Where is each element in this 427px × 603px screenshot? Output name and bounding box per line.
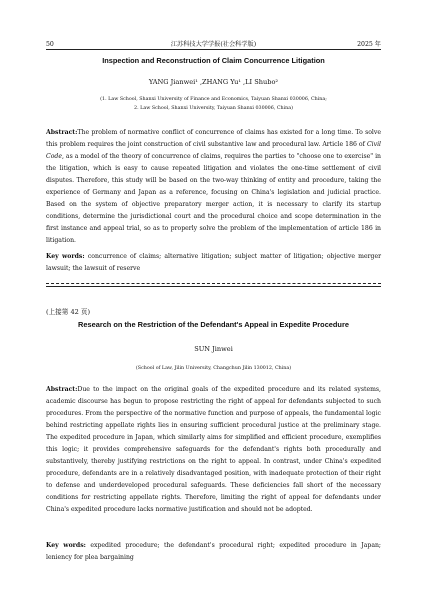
abstract-text-2: , as a model of the theory of concurrence of claims, requires the parties to "choose one to exercise" in the litigation, which is easy to cause repeated litigation and violates the one-time settlement of civil disputes. Therefore, this study will be based on the two-way thinking of entity and procedure, taking the experience of Germany and Japan as a reference, focusing on China's legislation and judicial practice. Based on the system of objective preparatory merger action, it is necessary to clarify its startup conditions, determine the jurisdictional court and the procedural choice and scope determination in the first instance and appeal trial, so as to properly solve the problem of the implementation of article 186 in litigation. bbox=[46, 153, 381, 244]
abstract-label: Abstract: bbox=[46, 386, 78, 393]
article2-title: Research on the Restriction of the Defendant's Appeal in Expedite Procedure bbox=[78, 320, 349, 329]
article2-authors: SUN Jinwei bbox=[194, 345, 233, 353]
article1-keywords bbox=[46, 251, 381, 275]
article2-abstract bbox=[46, 384, 381, 516]
abstract-text: Due to the impact on the original goals of the expedited procedure and its related systems, academic discourse has begun to propose restricting the right of appeal for defendants subjected to such procedures. From the perspective of the normative function and purpose of appeals, the fundamental logic behind restricting appellate rights lies in ensuring sufficient procedural justice at the preliminary stage. The expedited procedure in Japan, which similarly aims for simplified and efficient procedure, exemplifies this logic; it provides comprehensive safeguards for the defendant's rights both procedurally and substantively, thereby justifying restrictions on the right to appeal. In contrast, under China's expedited procedure, defendants are in a relatively disadvantaged position, with inadequate protection of their right to defense and underdeveloped procedural safeguards. These deficiencies fall short of the necessary conditions for restricting appellate rights. Therefore, limiting the right of appeal for defendants under China's expedited procedure lacks normative justification and should not be adopted. bbox=[46, 386, 381, 513]
issue-year: 2025 年 bbox=[357, 41, 381, 48]
keywords-label: Key words: bbox=[46, 253, 85, 260]
article2-affiliation: (School of Law, Jilin University, Changchun Jilin 130012, China) bbox=[135, 366, 292, 371]
keywords-label: Key words: bbox=[46, 542, 86, 549]
continuation-note: (上接第 42 页) bbox=[46, 308, 91, 316]
article-divider-line bbox=[46, 286, 381, 287]
article1-authors: YANG Jianwei¹ ,ZHANG Yu¹ ,LI Shubo² bbox=[148, 78, 279, 86]
article1-affiliation-1: (1. Law School, Shanxi University of Finance and Economics, Taiyuan Shanxi 030006, China; bbox=[100, 97, 327, 102]
article-divider-dashed bbox=[46, 283, 381, 284]
keywords-text: expedited procedure; the defendant's procedural right; expedited procedure in Japan; leniency for plea bargaining bbox=[46, 542, 381, 561]
article1-affiliations bbox=[60, 96, 367, 113]
article2-keywords bbox=[46, 540, 381, 564]
article1-affiliation-2: 2. Law School, Shanxi University, Taiyuan Shanxi 030006, China) bbox=[134, 105, 293, 111]
article1-title: Inspection and Reconstruction of Claim Concurrence Litigation bbox=[102, 56, 325, 65]
abstract-text-1: The problem of normative conflict of concurrence of claims has existed for a long time. To solve this problem requires the joint construction of civil substantive law and procedural law. Article 186 of bbox=[46, 129, 381, 148]
header-rule bbox=[46, 49, 381, 50]
abstract-label: Abstract: bbox=[46, 129, 78, 136]
running-header bbox=[46, 36, 381, 48]
article1-abstract bbox=[46, 127, 381, 247]
page-number: 50 bbox=[46, 41, 54, 48]
journal-name: 江苏科技大学学报(社会科学版) bbox=[170, 41, 257, 48]
keywords-text: concurrence of claims; alternative litigation; subject matter of litigation; objective merger lawsuit; the lawsuit of reserve bbox=[46, 253, 382, 272]
abstract-italic-term: Civil Code bbox=[46, 141, 381, 160]
